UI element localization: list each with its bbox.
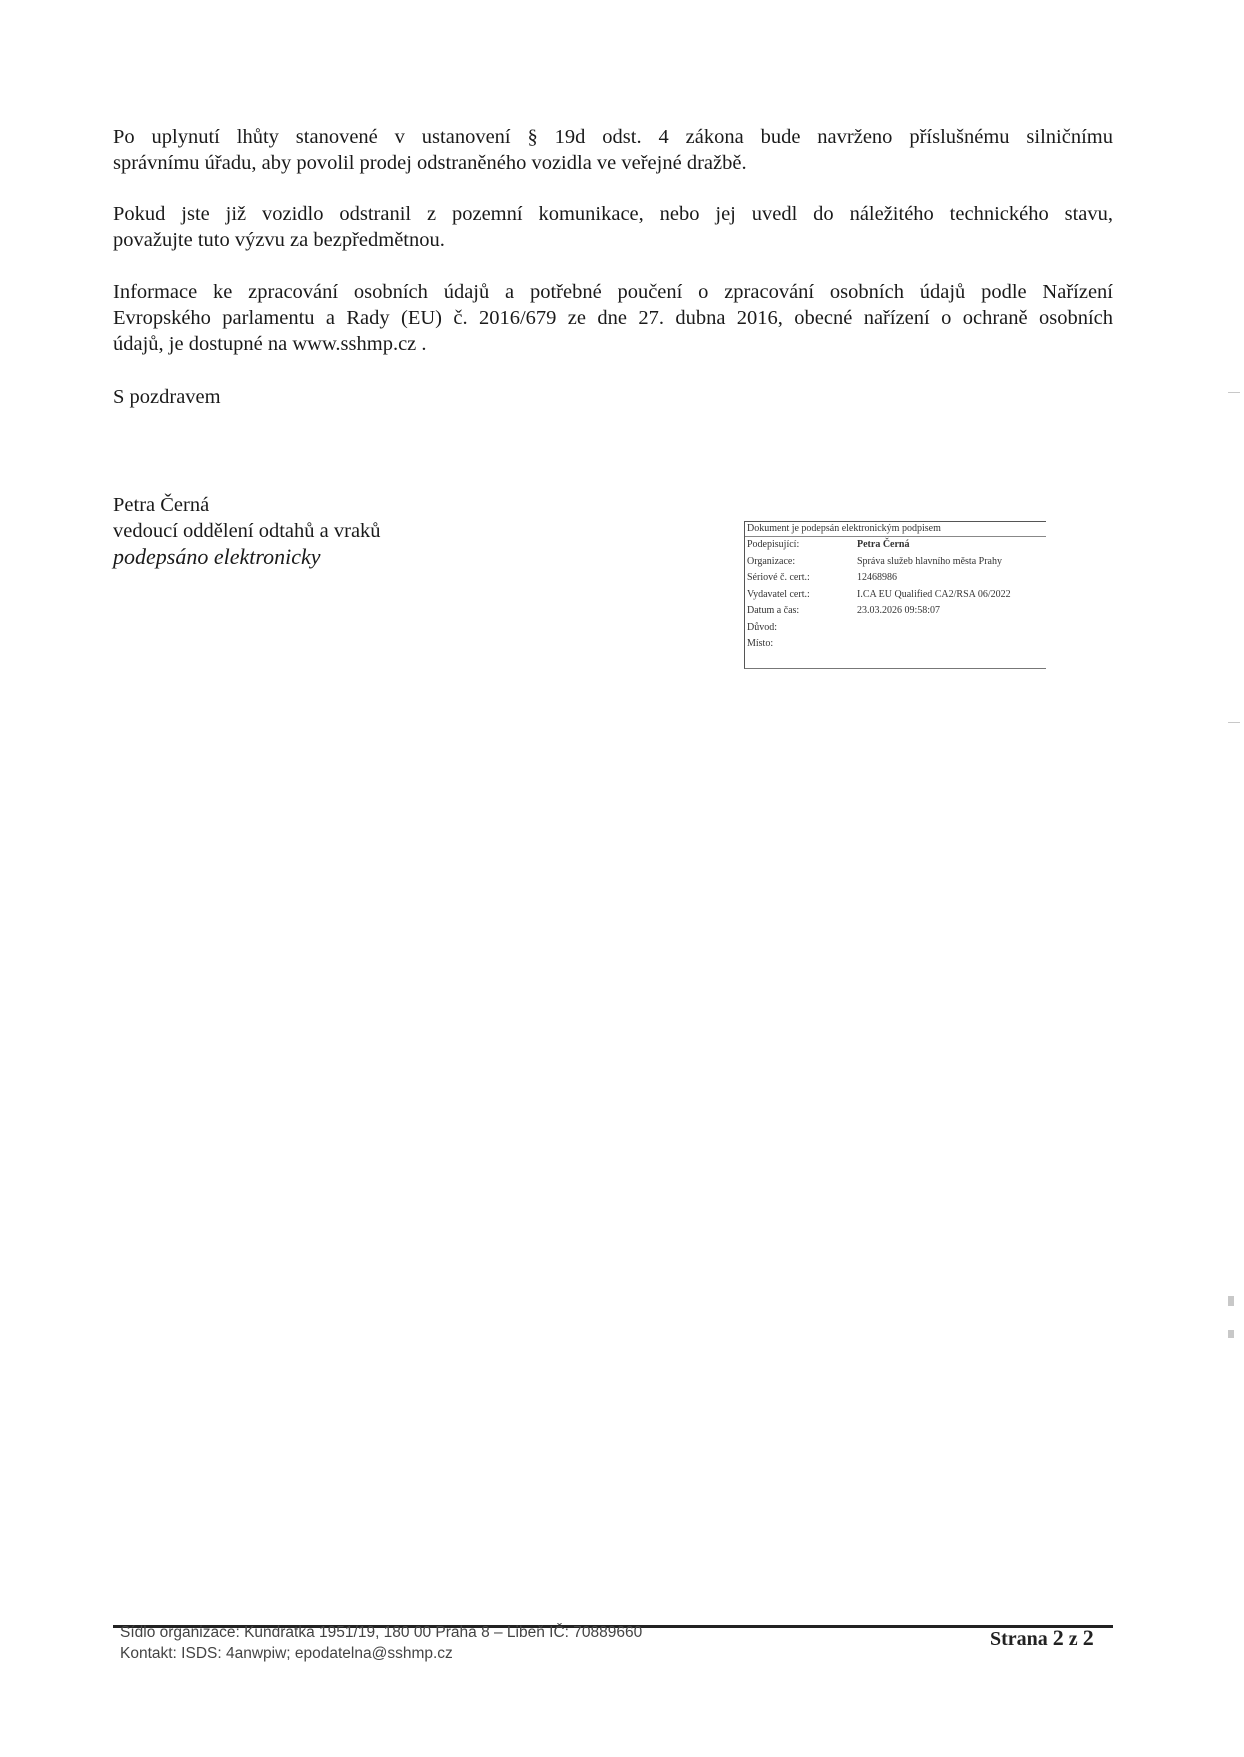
footer-contact-line: Kontakt: ISDS: 4anwpiw; epodatelna@sshmp.cz bbox=[120, 1645, 453, 1662]
page-number bbox=[990, 1625, 1094, 1651]
scan-artifact bbox=[1228, 392, 1240, 393]
paragraph-line: údajů, je dostupné na www.sshmp.cz . bbox=[113, 333, 427, 355]
esig-row bbox=[745, 587, 1046, 604]
signed-electronically-note: podepsáno elektronicky bbox=[113, 544, 321, 569]
esig-value: I.CA EU Qualified CA2/RSA 06/2022 bbox=[857, 588, 1011, 600]
paragraph-vehicle-removed bbox=[113, 201, 1113, 253]
scan-artifact bbox=[1228, 722, 1240, 723]
footer-contact bbox=[120, 1622, 642, 1664]
esig-key: Místo: bbox=[747, 638, 774, 649]
esig-value bbox=[857, 620, 1046, 637]
scan-artifact bbox=[1228, 1330, 1234, 1338]
signer-name: Petra Černá bbox=[113, 494, 210, 516]
page-current: 2 bbox=[1052, 1625, 1064, 1650]
esig-row bbox=[745, 603, 1046, 620]
paragraph-line: Evropského parlamentu a Rady (EU) č. 2016/679 ze dne 27. dubna 2016, obecné nařízení o ochraně osobních bbox=[113, 307, 1113, 329]
footer-address: Sídlo organizace: Kundratka 1951/19, 180 00 Praha 8 – Libeň IČ: 70889660 bbox=[120, 1624, 643, 1641]
esig-key: Sériové č. cert.: bbox=[747, 572, 810, 583]
paragraph-line: považujte tuto výzvu za bezpředmětnou. bbox=[113, 229, 445, 251]
esig-value: Správa služeb hlavního města Prahy bbox=[857, 555, 1002, 567]
esig-key: Organizace: bbox=[747, 555, 796, 567]
esig-key: Vydavatel cert.: bbox=[747, 588, 810, 600]
paragraph-line: Po uplynutí lhůty stanovené v ustanovení § 19d odst. 4 zákona bude navrženo příslušnému silničnímu bbox=[113, 126, 1113, 148]
esig-key: Důvod: bbox=[747, 621, 777, 633]
esig-row bbox=[745, 554, 1046, 571]
page-total: 2 bbox=[1082, 1625, 1094, 1650]
esig-value: 12468986 bbox=[857, 572, 897, 583]
esig-value: 23.03.2026 09:58:07 bbox=[857, 605, 941, 616]
esig-value: Petra Černá bbox=[857, 539, 910, 550]
esig-key: Podepisující: bbox=[747, 539, 800, 550]
paragraph-gdpr-info bbox=[113, 279, 1113, 357]
greeting bbox=[113, 384, 1113, 410]
esig-row bbox=[745, 636, 1046, 653]
esig-row bbox=[745, 537, 1046, 554]
esig-key: Datum a čas: bbox=[747, 605, 800, 616]
electronic-signature-box bbox=[744, 521, 1046, 669]
signer-position: vedoucí oddělení odtahů a vraků bbox=[113, 520, 381, 542]
page-prefix: Strana bbox=[990, 1628, 1048, 1650]
page-separator: z bbox=[1068, 1628, 1078, 1650]
paragraph-line: správnímu úřadu, aby povolil prodej odstraněného vozidla ve veřejné dražbě. bbox=[113, 152, 747, 174]
paragraph-line: Informace ke zpracování osobních údajů a potřebné poučení o zpracování osobních údajů podle Nařízení bbox=[113, 281, 1113, 303]
esig-row bbox=[745, 570, 1046, 587]
greeting-text: S pozdravem bbox=[113, 386, 221, 408]
esig-header: Dokument je podepsán elektronickým podpisem bbox=[745, 522, 1046, 537]
scan-artifact bbox=[1228, 1296, 1234, 1306]
paragraph-auction-notice bbox=[113, 124, 1113, 176]
signature-block bbox=[113, 492, 381, 570]
paragraph-line: Pokud jste již vozidlo odstranil z pozemní komunikace, nebo jej uvedl do náležitého technického stavu, bbox=[113, 203, 1113, 225]
esig-row bbox=[745, 620, 1046, 637]
esig-value bbox=[857, 636, 1046, 653]
